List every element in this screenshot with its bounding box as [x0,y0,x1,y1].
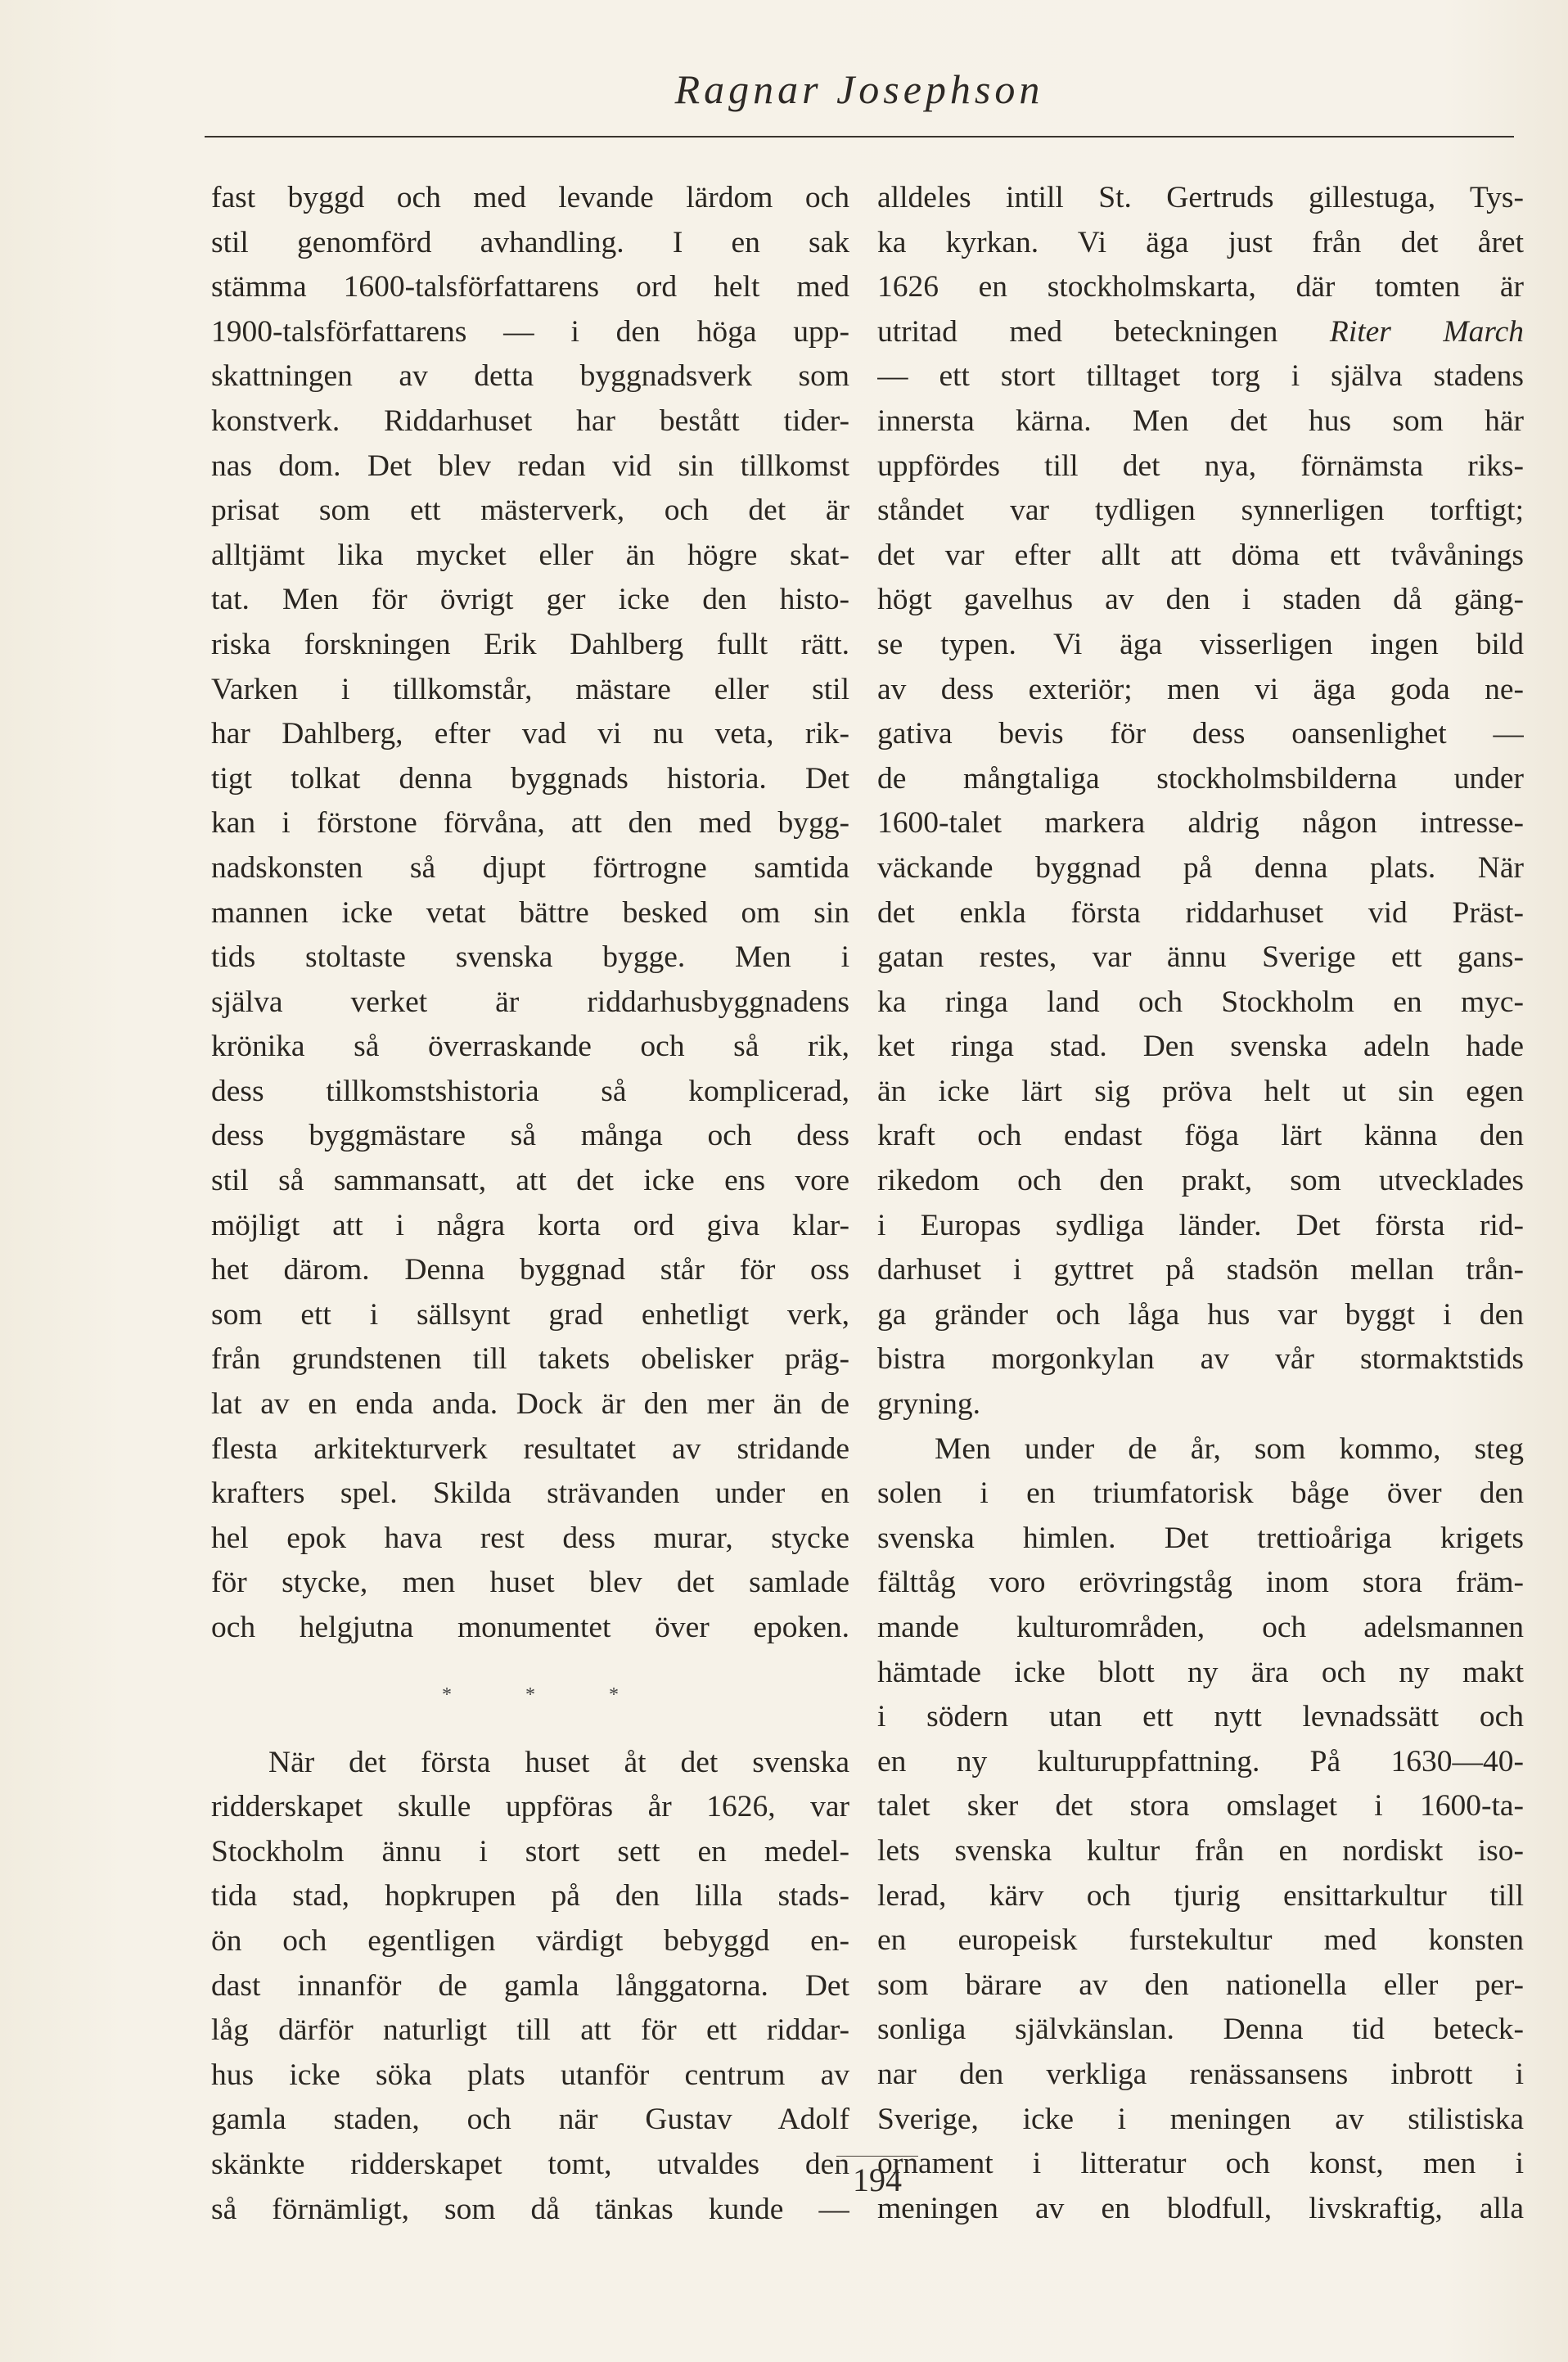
text-line: innersta kärna. Men det hus som här [877,403,1524,438]
text-line: 1626 en stockholmskarta, där tomten är [877,270,1524,304]
text-line: tigt tolkat denna byggnads historia. Det [211,761,849,796]
text-line: uppfördes till det nya, förnämsta riks- [877,449,1524,483]
asterisk: * [442,1684,452,1706]
text-line: konstverk. Riddarhuset har bestått tider- [211,403,849,438]
text-line: meningen av en blodfull, livskraftig, alla [877,2191,1524,2225]
text-line: stämma 1600-talsförfattarens ord helt med [211,270,849,304]
text-line: än icke lärt sig pröva helt ut sin egen [877,1074,1524,1108]
text-line: fast byggd och med levande lärdom och [211,181,849,214]
text-line: ga gränder och låga hus var byggt i den [877,1297,1524,1332]
text-line: hämtade icke blott ny ära och ny makt [877,1655,1524,1689]
text-line: de mångtaliga stockholmsbilderna under [877,761,1524,796]
text-line: nas dom. Det blev redan vid sin tillkomst [211,449,849,483]
text-line: darhuset i gyttret på stadsön mellan trån- [877,1253,1524,1287]
text-line: krafters spel. Skilda strävanden under en [211,1476,849,1511]
text-line: prisat som ett mästerverk, och det är [211,494,849,528]
text-line: stil så sammansatt, att det icke ens vore [211,1164,849,1198]
text-line: ket ringa stad. Den svenska adeln hade [877,1030,1524,1064]
text-line: gamla staden, och när Gustav Adolf [211,2103,849,2137]
text-line: i Europas sydliga länder. Det första rid- [877,1208,1524,1242]
text-line: har Dahlberg, efter vad vi nu veta, rik- [211,717,849,751]
text-line: högt gavelhus av den i staden då gäng- [877,583,1524,617]
text-line: gativa bevis för dess oansenlighet — [877,717,1524,751]
text-line: mannen icke vetat bättre besked om sin [211,895,849,930]
text-line: dess byggmästare så många och dess [211,1119,849,1153]
text-line: 1600-talet markera aldrig någon intresse- [877,806,1524,841]
asterisk: * [609,1684,619,1706]
text-line: en ny kulturuppfattning. På 1630—40- [877,1744,1524,1778]
header-rule [205,136,1514,137]
text-line: det enkla första riddarhuset vid Präst- [877,895,1524,930]
section-separator [211,1651,849,1741]
text-line: hus icke söka plats utanför centrum av [211,2058,849,2092]
text-line: När det första huset åt det svenska [268,1745,849,1779]
text-line: alldeles intill St. Gertruds gillestuga, Tys- [877,181,1524,214]
text-line: flesta arkitekturverk resultatet av stridande [211,1431,849,1466]
footer-rule [836,2156,918,2157]
text-line: dess tillkomstshistoria så komplicerad, [211,1074,849,1108]
text-line: — ett stort tilltaget torg i själva stadens [877,359,1524,394]
text-line: möjligt att i några korta ord giva klar- [211,1208,849,1242]
text-line: gatan restes, var ännu Sverige ett gans- [877,940,1524,975]
text-line: tids stoltaste svenska bygge. Men i [211,940,849,975]
text-line: ka kyrkan. Vi äga just från det året [877,225,1524,259]
text-line: fälttåg voro erövringståg inom stora främ- [877,1566,1524,1600]
text-line: Men under de år, som kommo, steg [935,1431,1524,1466]
text-line: hel epok hava rest dess murar, stycke [211,1521,849,1555]
text-line: se typen. Vi äga visserligen ingen bild [877,627,1524,661]
text-line: lerad, kärv och tjurig ensittarkultur till [877,1878,1524,1913]
paragraph [877,1427,1524,2232]
text-line: ka ringa land och Stockholm en myc- [877,985,1524,1019]
text-line: kan i förstone förvåna, att den med bygg- [211,806,849,841]
text-line: tida stad, hopkrupen på den lilla stads- [211,1879,849,1913]
text-line: gryning. [877,1387,981,1422]
text-line: nadskonsten så djupt förtrogne samtida [211,850,849,885]
text-line: Stockholm ännu i stort sett en medel- [211,1834,849,1868]
text-line: ridderskapet skulle uppföras år 1626, var [211,1790,849,1824]
text-line: som ett i sällsynt grad enhetligt verk, [211,1297,849,1332]
text-line: för stycke, men huset blev det samlade [211,1566,849,1600]
text-line: en europeisk furstekultur med konsten [877,1923,1524,1958]
text-line: rikedom och den prakt, som utvecklades [877,1164,1524,1198]
text-line: krönika så överraskande och så rik, [211,1030,849,1064]
text-line: så förnämligt, som då tänkas kunde — [211,2192,849,2226]
text-line: som bärare av den nationella eller per- [877,1968,1524,2002]
paragraph [877,176,1524,1427]
text-line: och helgjutna monumentet över epoken. [211,1611,849,1644]
text-line: sonliga självkänslan. Denna tid beteck- [877,2013,1524,2047]
text-line: lat av en enda anda. Dock är den mer än de [211,1387,849,1422]
text-line: stil genomförd avhandling. I en sak [211,225,849,259]
text-line: Varken i tillkomstår, mästare eller stil [211,672,849,706]
text-line: solen i en triumfatorisk båge över den [877,1476,1524,1511]
text-line: skattningen av detta byggnadsverk som [211,359,849,394]
text-line: i södern utan ett nytt levnadssätt och [877,1700,1524,1734]
right-column [877,176,1524,2231]
text-line: ön och egentligen värdigt bebyggd en- [211,1923,849,1958]
text-line: talet sker det stora omslaget i 1600-ta- [877,1789,1524,1823]
text-line: utritad med beteckningen Riter March [877,314,1524,349]
text-line: alltjämt lika mycket eller än högre skat- [211,538,849,572]
running-head: Ragnar Josephson [674,66,1044,112]
text-line: kraft och endast föga lärt känna den [877,1119,1524,1153]
text-line: bistra morgonkylan av vår stormaktstids [877,1342,1524,1377]
text-line: het därom. Denna byggnad står för oss [211,1253,849,1287]
paragraph [211,176,849,1651]
text-line: svenska himlen. Det trettioåriga krigets [877,1521,1524,1555]
italic-term: Riter March [1329,314,1524,349]
text-line: nar den verkliga renässansens inbrott i [877,2057,1524,2091]
text-line: dast innanför de gamla långgatorna. Det [211,1968,849,2003]
text-line: det var efter allt att döma ett tvåvånings [877,538,1524,572]
text-line: väckande byggnad på denna plats. När [877,850,1524,885]
text-line: av dess exteriör; men vi äga goda ne- [877,672,1524,706]
asterisk: * [525,1684,535,1706]
text-line: riska forskningen Erik Dahlberg fullt rätt. [211,627,849,661]
text-line: låg därför naturligt till att för ett riddar- [211,2013,849,2048]
text-line: 1900-talsförfattarens — i den höga upp- [211,314,849,349]
text-line: mande kulturområden, och adelsmannen [877,1611,1524,1644]
text-line: ornament i litteratur och konst, men i [877,2147,1524,2181]
text-line: Sverige, icke i meningen av stilistiska [877,2102,1524,2136]
text-line: från grundstenen till takets obelisker präg- [211,1342,849,1377]
text-line: tat. Men för övrigt ger icke den histo- [211,583,849,617]
left-column [211,176,849,2232]
page-number: 194 [853,2161,902,2198]
text-line: själva verket är riddarhusbyggnadens [211,985,849,1019]
text-line: ståndet var tydligen synnerligen torftigt; [877,494,1524,528]
paragraph [211,1741,849,2233]
text-line: skänkte ridderskapet tomt, utvaldes den [211,2147,849,2181]
text-line: lets svenska kultur från en nordiskt iso- [877,1833,1524,1868]
